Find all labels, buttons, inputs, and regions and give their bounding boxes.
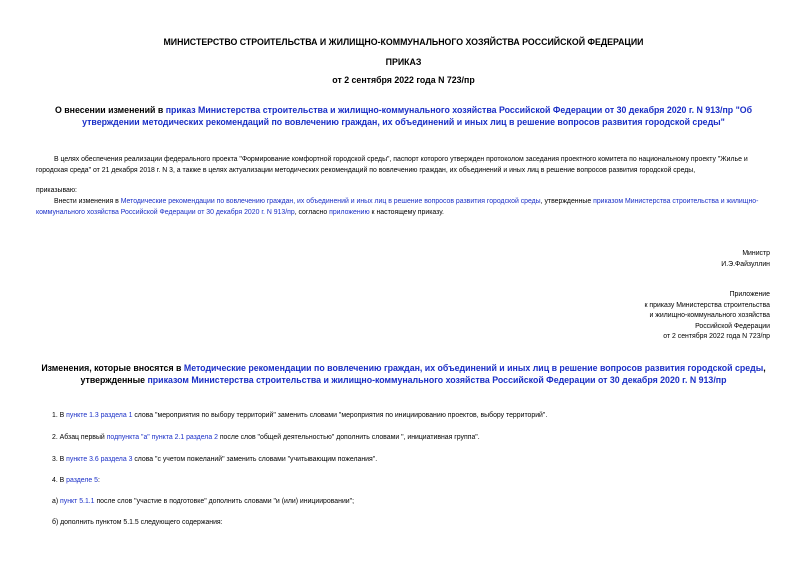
appendix-line-1: Приложение xyxy=(729,291,770,298)
item-4-text-a: 4. В xyxy=(52,477,67,484)
item-5-link-punkt[interactable]: пункт 5.1.1 xyxy=(60,498,95,505)
change-item-2 xyxy=(52,433,480,444)
order-text-4: к настоящему приказу. xyxy=(369,208,444,216)
changes-title-link-prikaz[interactable]: приказом Министерства строительства и жилищно-коммунального хозяйства Российской Федерации от 30 декабря 2020 г. N 913/пр xyxy=(147,375,727,385)
preamble-paragraph: В целях обеспечения реализации федерального проекта "Формирование комфортной городской среды", паспорт которого утвержден протоколом заседания проектного комитета по национальному проекту "Жилье и городская среда" от 21 декабря 2018 г. N 3, а также в целях актуализации методических рекомендаций по вовлечению граждан, их объединений и иных лиц в решение вопросов развития городской среды, xyxy=(36,156,748,174)
doc-type-heading: ПРИКАЗ xyxy=(385,57,422,67)
item-3-link-razdel[interactable]: раздела 3 xyxy=(100,456,133,463)
item-5-text-b: после слов "участие в подготовке" дополнить словами "и (или) инициировании"; xyxy=(94,498,355,505)
item-3-text-a: 3. В xyxy=(52,456,67,463)
item-4-text-b: : xyxy=(98,477,100,484)
order-link-recommendations[interactable]: Методические рекомендации по вовлечению граждан, их объединений и иных лиц в решение вопросов развития городской среды xyxy=(120,198,541,205)
item-3-link-punkt[interactable]: пункте 3.6 xyxy=(66,456,99,463)
order-text-2: , утвержденные xyxy=(540,198,594,205)
item-1-link-punkt[interactable]: пункте 1.3 xyxy=(66,412,99,419)
item-2-link-podpunkt[interactable]: подпункта "а" xyxy=(106,434,150,441)
appendix-line-2: к приказу Министерства строительства xyxy=(644,301,770,309)
item-5-text-a: а) xyxy=(52,498,61,505)
changes-title-text-1: Изменения, которые вносятся в xyxy=(41,363,184,373)
change-item-1 xyxy=(52,411,547,422)
appendix-line-4: Российской Федерации xyxy=(695,322,770,330)
change-item-4 xyxy=(52,476,100,487)
item-1-text-c: слова "мероприятия по выбору территорий" заменить словами "мероприятия по инициированию проектов, выбору территорий". xyxy=(132,412,548,419)
changes-title-text-2: , утвержденные xyxy=(80,363,766,385)
item-2-link-razdel[interactable]: раздела 2 xyxy=(186,434,218,441)
change-item-3 xyxy=(52,455,377,466)
item-2-link-punkt[interactable]: пункта 2.1 xyxy=(151,434,185,441)
change-item-6: б) дополнить пунктом 5.1.5 следующего содержания: xyxy=(52,519,223,526)
order-link-prikaz[interactable]: приказом Министерства строительства и жилищно-коммунального хозяйства Российской Федерации от 30 декабря 2020 г. N 913/пр xyxy=(36,198,759,216)
orders-word: приказываю: xyxy=(36,187,77,194)
changes-title xyxy=(30,362,777,386)
title-prefix: О внесении изменений в xyxy=(54,105,166,115)
item-2-text-d: после слов "общей деятельностью" дополнить словами ", инициативная группа". xyxy=(217,434,480,441)
appendix-header xyxy=(645,290,771,343)
item-3-text-c: слова "с учетом пожеланий" заменить словами "учитывающим пожелания". xyxy=(132,456,378,463)
document-title xyxy=(36,104,771,128)
title-link[interactable]: приказ Министерства строительства и жилищно-коммунального хозяйства Российской Федерации от 30 декабря 2020 г. N 913/пр "Об утверждении методических рекомендаций по вовлечению граждан, их объединений и иных лиц в решение вопросов развития городской среды" xyxy=(82,105,753,127)
signature-name: И.Э.Файзуллин xyxy=(721,260,770,268)
signature-position: Министр xyxy=(742,250,770,257)
doc-date-number: от 2 сентября 2022 года N 723/пр xyxy=(332,75,475,85)
ministry-heading: МИНИСТЕРСТВО СТРОИТЕЛЬСТВА И ЖИЛИЩНО-КОММУНАЛЬНОГО ХОЗЯЙСТВА РОССИЙСКОЙ ФЕДЕРАЦИИ xyxy=(163,37,644,47)
change-item-5 xyxy=(52,497,354,508)
item-2-text-a: 2. Абзац первый xyxy=(52,434,107,441)
item-1-text-a: 1. В xyxy=(52,412,67,419)
signature-block xyxy=(721,249,770,270)
item-1-link-razdel[interactable]: раздела 1 xyxy=(100,412,133,419)
order-paragraph xyxy=(36,197,771,218)
changes-title-link-recommendations[interactable]: Методические рекомендации по вовлечению граждан, их объединений и иных лиц в решение вопросов развития городской среды xyxy=(183,363,764,373)
item-4-link-razdel[interactable]: разделе 5 xyxy=(66,477,98,484)
order-link-appendix[interactable]: приложению xyxy=(329,208,370,216)
order-text-1: Внести изменения в xyxy=(54,198,121,205)
appendix-line-3: и жилищно-коммунального хозяйства xyxy=(649,312,770,319)
appendix-line-5: от 2 сентября 2022 года N 723/пр xyxy=(663,333,770,340)
order-text-3: , согласно xyxy=(294,208,330,216)
